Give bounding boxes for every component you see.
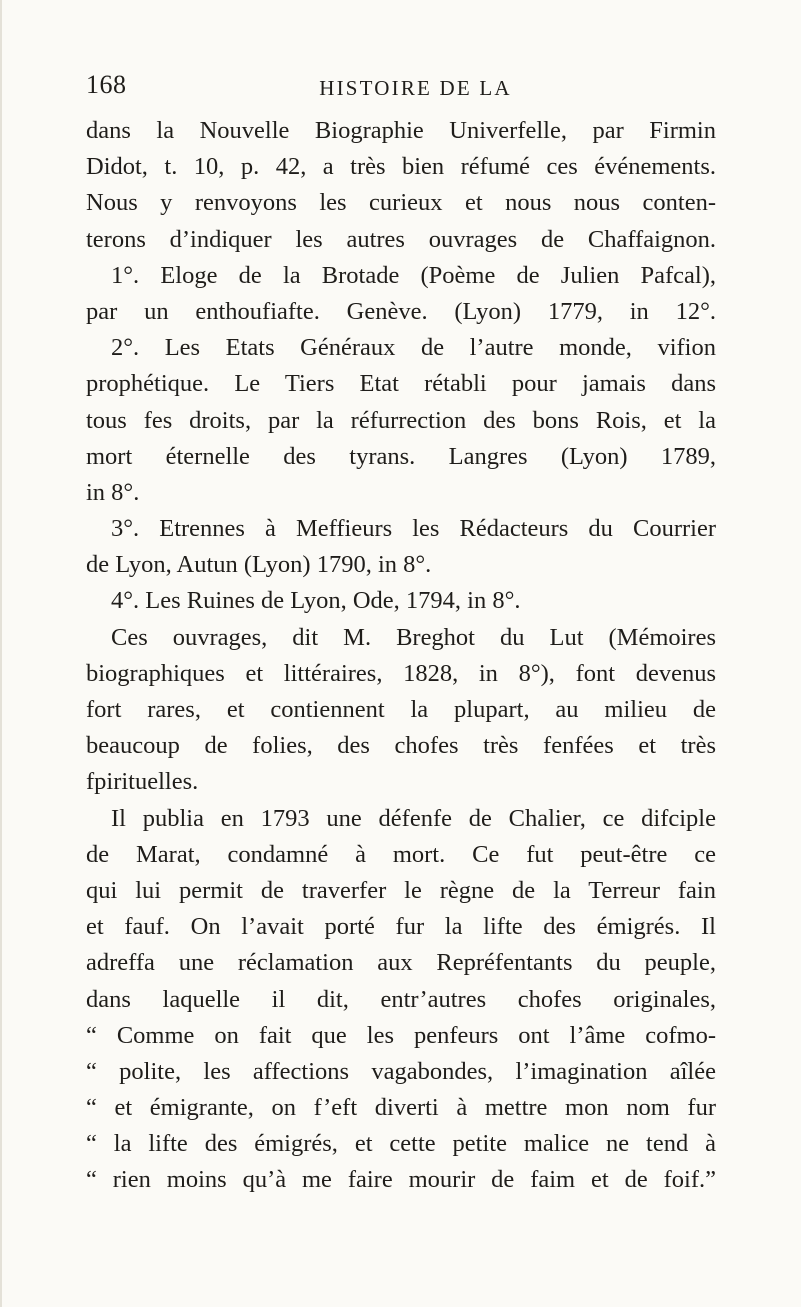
text-line: mort éternelle des tyrans. Langres (Lyon) 1789, <box>86 442 716 470</box>
text-line: par un enthoufiafte. Genève. (Lyon) 1779, in 12°. <box>86 297 716 325</box>
text-line: dans laquelle il dit, entr’autres chofes originales, <box>86 985 716 1013</box>
text-line: 3°. Etrennes à Meffieurs les Rédacteurs du Courrier <box>111 515 716 543</box>
text-line: biographiques et littéraires, 1828, in 8°), font devenus <box>86 659 716 687</box>
text-line: Nous y renvoyons les curieux et nous nous conten- <box>86 189 716 217</box>
text-line: 2°. Les Etats Généraux de l’autre monde, vifion <box>111 334 716 362</box>
text-line: qui lui permit de traverfer le règne de la Terreur fain <box>86 876 716 904</box>
running-head: HISTOIRE DE LA <box>319 76 512 100</box>
text-line: in 8°. <box>86 478 140 506</box>
page-edge <box>0 0 2 1307</box>
text-line: fpirituelles. <box>86 768 199 796</box>
text-line: de Marat, condamné à mort. Ce fut peut-être ce <box>86 840 716 868</box>
text-line: “ Comme on fait que les penfeurs ont l’âme cofmo- <box>86 1021 716 1049</box>
page-number: 168 <box>86 70 127 99</box>
text-line: beaucoup de folies, des chofes très fenfées et très <box>86 732 716 760</box>
text-line: tous fes droits, par la réfurrection des bons Rois, et la <box>86 406 716 434</box>
text-line: de Lyon, Autun (Lyon) 1790, in 8°. <box>86 551 432 579</box>
text-line: Ces ouvrages, dit M. Breghot du Lut (Mémoires <box>111 623 716 651</box>
text-line: adreffa une réclamation aux Repréfentants du peuple, <box>86 949 716 977</box>
text-line: prophétique. Le Tiers Etat rétabli pour jamais dans <box>86 370 716 398</box>
text-line: et fauf. On l’avait porté fur la lifte des émigrés. Il <box>86 913 716 941</box>
text-line: 4°. Les Ruines de Lyon, Ode, 1794, in 8°. <box>111 587 521 615</box>
text-line: “ la lifte des émigrés, et cette petite malice ne tend à <box>86 1130 716 1158</box>
text-line: “ rien moins qu’à me faire mourir de faim et de foif.” <box>86 1166 716 1194</box>
text-line: Didot, t. 10, p. 42, a très bien réfumé ces événements. <box>86 153 716 181</box>
body-text <box>86 113 716 1199</box>
text-line: terons d’indiquer les autres ouvrages de Chaffaignon. <box>86 225 716 253</box>
text-line: fort rares, et contiennent la plupart, au milieu de <box>86 696 716 723</box>
text-line: dans la Nouvelle Biographie Univerfelle, par Firmin <box>86 117 716 144</box>
text-line: “ et émigrante, on f’eft diverti à mettre mon nom fur <box>86 1094 716 1122</box>
text-line: “ polite, les affections vagabondes, l’imagination aîlée <box>86 1057 716 1085</box>
text-line: Il publia en 1793 une défenfe de Chalier, ce difciple <box>111 804 716 832</box>
text-line: 1°. Eloge de la Brotade (Poème de Julien Pafcal), <box>111 261 716 289</box>
